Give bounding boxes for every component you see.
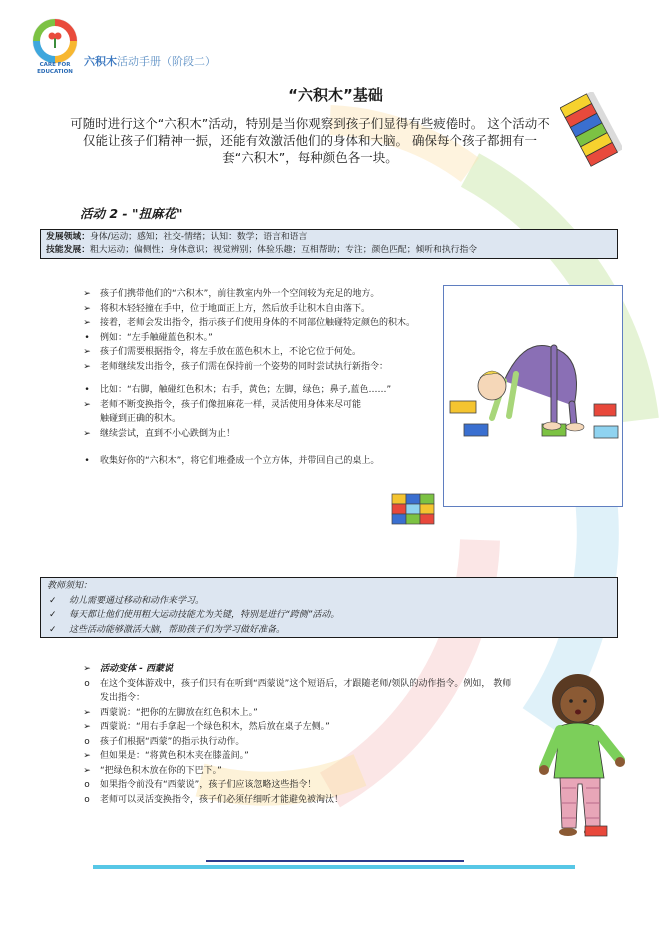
notes-title: 教师须知： [47, 581, 93, 591]
list-item-text: 将积木轻轻撞在手中，位于地面正上方，然后放手让积木自由落下。 [100, 303, 371, 314]
teacher-notes-box [40, 577, 618, 638]
list-item [80, 662, 540, 677]
list-item [80, 398, 440, 427]
intro-paragraph: 可随时进行这个“六积木”活动，特别是当你观察到孩子们显得有些疲倦时。 这个活动不仅能让孩子们精神一振，还能有效激活他们的身体和大脑。 确保每个孩子都拥有一套“六积木”，每种颜色各一块。 [70, 116, 550, 165]
stacked-blocks-icon [390, 492, 438, 530]
list-marker: ➢ [83, 707, 91, 718]
list-item [80, 793, 540, 808]
list-marker: ➢ [83, 289, 91, 299]
skill-dev-line [46, 244, 612, 257]
list-item [80, 749, 540, 764]
list-marker: ➢ [83, 765, 91, 776]
development-domains-box [40, 229, 618, 259]
dev-domains-line [46, 231, 612, 244]
footer-divider-navy [206, 860, 464, 862]
list-item-text: 每天都让他们使用粗大运动技能尤为关键，特别是进行“跨侧”活动。 [69, 610, 340, 620]
list-item-text: 西蒙说：“用右手拿起一个绿色积木，然后放在桌子左侧。” [100, 722, 330, 732]
list-item-text: 这些活动能够激活大脑，帮助孩子们为学习做好准备。 [69, 624, 286, 635]
list-item [80, 677, 520, 706]
list-item [80, 302, 440, 317]
list-item [47, 608, 611, 623]
list-marker: o [84, 780, 90, 790]
child-twisting-illustration [444, 286, 622, 506]
list-marker: ➢ [83, 722, 91, 732]
list-marker: ➢ [83, 361, 91, 372]
list-item [80, 316, 440, 331]
skill-dev-label: 技能发展： [46, 245, 90, 255]
list-item-text: 接着，老师会发出指令，指示孩子们使用身体的不同部位触碰特定颜色的积木。 [100, 318, 416, 328]
list-marker: ➢ [83, 318, 91, 328]
list-item-text: 西蒙说：“把你的左脚放在红色积木上。” [100, 707, 258, 718]
list-item [80, 764, 540, 779]
list-item [80, 287, 440, 302]
list-marker: ➢ [83, 751, 91, 761]
list-item-text: 老师可以灵活变换指令，孩子们必须仔细听才能避免被淘汰！ [100, 794, 344, 805]
list-item-text: 例如：“左手触碰蓝色积木。” [100, 332, 213, 343]
activity-variant-list [80, 662, 540, 807]
list-item-text: 老师继续发出指令，孩子们需在保持前一个姿势的同时尝试执行新指令： [100, 361, 389, 372]
list-item-text: 在这个变体游戏中，孩子们只有在听到“西蒙说”这个短语后，才跟随老师/领队的动作指令。例如， 教师发出指令： [100, 678, 512, 703]
list-marker: ➢ [83, 428, 91, 439]
list-marker: ➢ [83, 303, 91, 314]
dev-domains-text: 身体/运动；感知；社交-情绪；认知：数学；语言和语言 [90, 232, 308, 242]
child-listening-illustration [530, 668, 635, 843]
list-marker: ➢ [83, 399, 91, 410]
list-marker: o [84, 794, 90, 805]
list-item-text: 老师不断变换指令，孩子们像扭麻花一样，灵活使用身体来尽可能触碰到正确的积木。 [100, 399, 362, 424]
list-item [80, 331, 440, 346]
list-item-text: 孩子们需要根据指令，将左手放在蓝色积木上，不论它位于何处。 [100, 347, 362, 357]
check-icon: ✓ [49, 624, 57, 635]
list-item [47, 623, 611, 638]
list-item-text: 收集好你的“六积木”，将它们堆叠成一个立方体，并带回自己的桌上。 [100, 456, 380, 466]
list-item [80, 383, 440, 398]
skill-dev-text: 粗大运动；偏侧性；身体意识；视觉辨别；体验乐趣；互相帮助；专注；颜色匹配；倾听和执行指令 [90, 245, 478, 255]
page-title: “六积木”基础 [288, 86, 383, 104]
list-item-text: 继续尝试，直到不小心跌倒为止！ [100, 428, 236, 439]
header-title-prefix: 六积木 [84, 55, 117, 68]
activity-title [80, 204, 183, 222]
list-item-text: 比如：“右脚，触碰红色积木；右手，黄色；左脚，绿色；鼻子,蓝色……” [100, 385, 392, 395]
list-item-text: 孩子们携带他们的“六积木”，前往教室内外一个空间较为充足的地方。 [100, 289, 380, 299]
list-item [80, 345, 440, 360]
activity-name: "扭麻花" [131, 206, 183, 221]
variant-title: 活动变体 - 西蒙说 [100, 664, 174, 674]
stacked-blocks-icon [560, 92, 622, 168]
check-icon: ✓ [49, 595, 57, 606]
activity-steps [80, 287, 440, 469]
list-item-text: “把绿色积木放在你的下巴下。” [100, 765, 222, 776]
activity-illustration-frame [443, 285, 623, 507]
list-item-text: 孩子们根据“西蒙”的指示执行动作。 [100, 736, 245, 747]
check-icon: ✓ [49, 610, 57, 620]
list-item-text: 幼儿需要通过移动和动作来学习。 [69, 595, 205, 606]
list-item [80, 720, 540, 735]
list-item [47, 594, 611, 609]
header-title-rest: 活动手册（阶段二） [117, 55, 216, 68]
list-marker: o [84, 678, 90, 689]
list-marker: ➢ [83, 664, 91, 674]
list-item [80, 778, 540, 793]
handbook-header [84, 53, 216, 69]
activity-label: 活动 2 [80, 206, 119, 221]
activity-separator: - [118, 206, 132, 221]
list-item [80, 427, 440, 442]
list-marker: o [84, 736, 90, 747]
list-item-text: 如果指令前没有“西蒙说”，孩子们应该忽略这些指令！ [100, 780, 317, 790]
care-for-education-logo [30, 16, 80, 76]
list-marker: • [84, 456, 90, 466]
logo-text: CARE FOR EDUCATION [37, 62, 73, 75]
list-marker: ➢ [83, 347, 91, 357]
list-item [80, 706, 540, 721]
list-item-text: 但如果是：“将黄色积木夹在膝盖间。” [100, 751, 249, 761]
notes-list [47, 594, 611, 638]
list-item [80, 735, 540, 750]
footer-divider-cyan [93, 865, 575, 869]
list-item [80, 360, 440, 375]
dev-domains-label: 发展领域： [46, 232, 90, 242]
list-item [80, 454, 500, 469]
list-marker: • [84, 385, 90, 395]
list-marker: • [84, 332, 90, 343]
